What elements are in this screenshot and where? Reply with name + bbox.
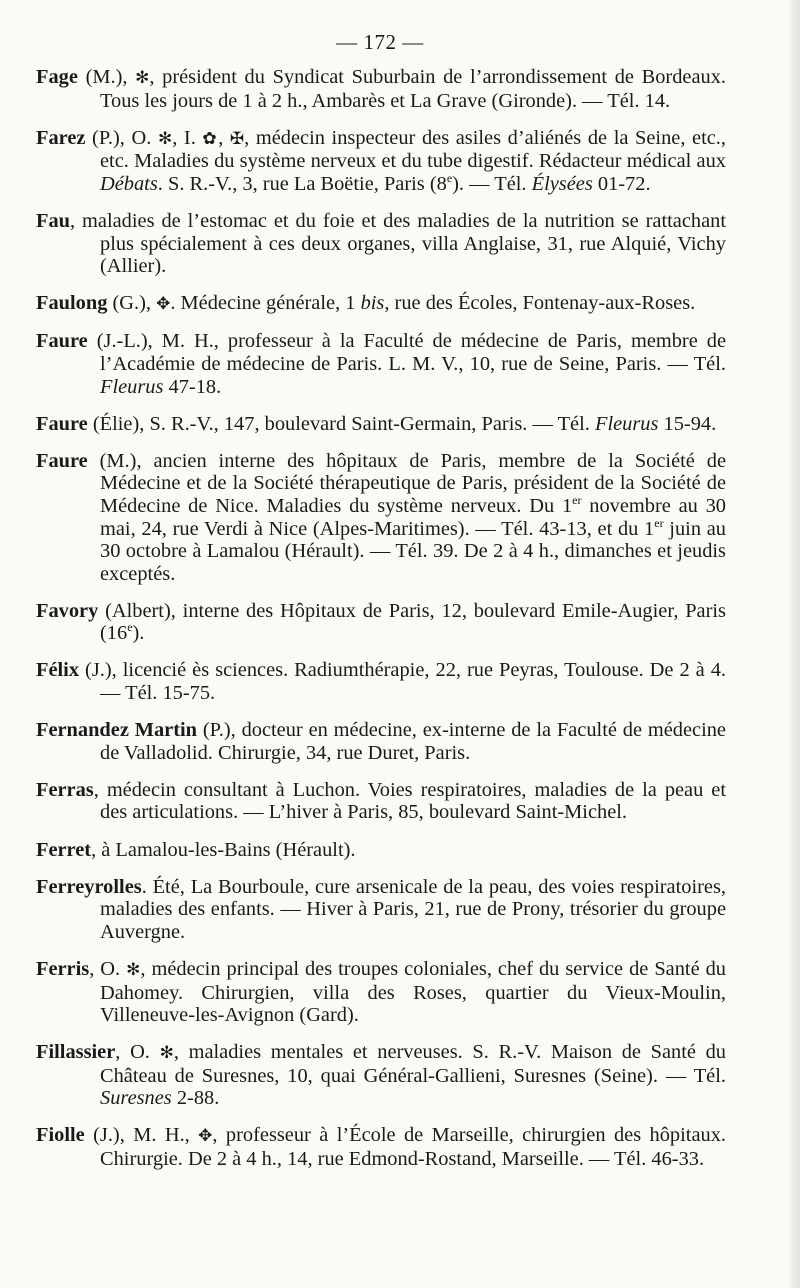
entry-text: . Été, La Bourboule, cure arsenicale de la peau, des voies respiratoires, maladies des enfants. — Hiver à Paris, 21, rue de Prony, trésorier du groupe Auvergne. [100,875,726,943]
entry-name: Fau [36,209,70,232]
directory-entry [36,210,726,278]
directory-entry [36,876,726,944]
entry-text: , à Lamalou-les-Bains (Hérault). [91,838,356,861]
italic-text: Suresnes [100,1087,172,1110]
decoration-icon: ✠ [229,128,245,148]
directory-entry [36,330,726,398]
entry-text: (G.), [107,292,157,315]
directory-entry [36,600,726,645]
entry-text: , médecin consultant à Luchon. Voies respiratoires, maladies de la peau et des articulations. — L’hiver à Paris, 85, boulevard Saint-Michel. [93,778,726,824]
superscript: e [127,620,133,635]
page-number: — 172 — [336,30,424,54]
directory-entry [36,413,726,436]
directory-entry [36,958,726,1027]
entry-name: Fernandez Martin [36,719,198,742]
entry-text: (Élie), S. R.-V., 147, boulevard Saint-Germain, Paris. — Tél. [87,412,595,435]
decoration-icon: ✥ [198,1126,213,1146]
entry-name: Fillassier [36,1041,116,1064]
entry-name: Farez [36,126,86,149]
entry-text: ). [132,622,145,645]
entry-text: , médecin inspecteur des asiles d’aliénés de la Seine, etc., etc. Maladies du système nerveux et du tube digestif. Rédacteur médical aux [100,126,726,173]
directory-entry [36,659,726,704]
entry-text: ). — Tél. [452,172,532,195]
entry-text: 47-18. [163,375,222,398]
superscript: e [446,171,453,186]
entry-text: (Albert), interne des Hôpitaux de Paris, 12, boulevard Emile-Augier, Paris (16 [98,599,726,645]
directory-entry [36,839,726,862]
italic-text: Élysées [531,172,593,195]
entry-text: (J.), licencié ès sciences. Radiumthérapie, 22, rue Peyras, Toulouse. De 2 à 4. — Tél. 15-75. [79,659,726,705]
entry-text: 15-94. [658,412,717,435]
decoration-icon: ✻ [157,128,173,148]
entry-text: , O. [115,1041,160,1064]
entry-name: Ferreyrolles [36,875,142,898]
entry-text: , I. [172,126,203,149]
entry-name: Faure [36,412,88,435]
entry-text: (J.), M. H., [84,1124,199,1147]
entry-text: , médecin principal des troupes coloniales, chef du service de Santé du Dahomey. Chirurgien, villa des Roses, quartier du Vieux-Moulin, Villeneuve-les-Avignon (Gard). [100,957,726,1027]
entry-text: (J.-L.), M. H., professeur à la Faculté de médecine de Paris, membre de l’Académie de médecine de Paris. L. M. V., 10, rue de Seine, Paris. — Tél. [87,330,726,375]
entry-text: , maladies de l’estomac et du foie et des maladies de la nutrition se rattachant plus spécialement à ces deux organes, villa Anglaise, 31, rue Alquié, Vichy (Allier). [70,209,726,278]
entry-text: , président du Syndicat Suburbain de l’arrondissement de Bordeaux. Tous les jours de 1 à 2 h., Ambarès et La Grave (Gironde). — Tél. 14. [100,66,726,112]
italic-text: Débats [100,172,158,195]
decoration-icon: ✥ [156,294,171,314]
entry-text: (M.), [77,66,136,88]
entry-text: . Médecine générale, 1 [170,292,361,315]
entry-text: 2-88. [171,1087,220,1110]
superscript: er [654,515,664,530]
entry-name: Ferret [36,838,92,861]
entry-name: Félix [36,659,80,682]
directory-entry [36,66,726,112]
entry-name: Fage [36,66,78,88]
decoration-icon: ✻ [159,1043,174,1063]
entry-text: , O. [89,957,127,980]
directory-entry [36,127,726,196]
entry-text: (P.), O. [85,126,158,149]
entry-text: juin au 30 octobre à Lamalou (Hérault). — Tél. 39. De 2 à 4 h., dimanches et jeudis exceptés. [100,517,726,585]
entry-text: , rue des Écoles, Fontenay-aux-Roses. [384,292,696,315]
directory-entry [36,719,726,764]
directory-entry [36,1041,726,1110]
entry-name: Faulong [36,292,108,315]
decoration-icon: ✻ [135,68,150,87]
decoration-icon: ✿ [202,128,219,148]
directory-entry [36,450,726,586]
entry-name: Faure [36,330,88,353]
superscript: er [572,493,582,508]
entry-name: Faure [36,449,88,472]
entry-text: (M.), ancien interne des hôpitaux de Paris, membre de la Société de Médecine et de la Société thérapeutique de Paris, président de la Société de Médecine de Nice. Maladies du système nerveux. Du 1 [87,449,726,517]
entry-text: (P.), docteur en médecine, ex-interne de la Faculté de médecine de Valladolid. Chirurgie, 34, rue Duret, Paris. [100,719,726,764]
entry-name: Fiolle [36,1124,85,1147]
italic-text: Fleurus [100,375,164,398]
page-edge-shadow [786,0,800,1288]
italic-text: Fleurus [594,412,659,435]
decoration-icon: ✻ [126,959,141,979]
entry-text: . S. R.-V., 3, rue La Boëtie, Paris (8 [157,172,447,195]
italic-text: bis [360,292,385,315]
directory-entry [36,779,726,824]
entry-text: , [218,126,230,149]
entry-text: novembre au 30 mai, 24, rue Verdi à Nice (Alpes-Maritimes). — Tél. 43-13, et du 1 [100,494,727,540]
directory-entries [36,66,726,1185]
entry-name: Ferras [36,778,94,801]
entry-name: Ferris [36,957,90,980]
directory-entry [36,292,726,316]
directory-entry [36,1124,726,1170]
entry-name: Favory [36,599,99,622]
entry-text: , professeur à l’École de Marseille, chirurgien des hôpitaux. Chirurgie. De 2 à 4 h., 14, rue Edmond-Rostand, Marseille. — Tél. 46-33. [100,1124,726,1171]
entry-text: 01-72. [592,172,651,195]
entry-text: , maladies mentales et nerveuses. S. R.-V. Maison de Santé du Château de Suresnes, 10, quai Général-Gallieni, Suresnes (Seine). — Tél. [100,1041,726,1087]
